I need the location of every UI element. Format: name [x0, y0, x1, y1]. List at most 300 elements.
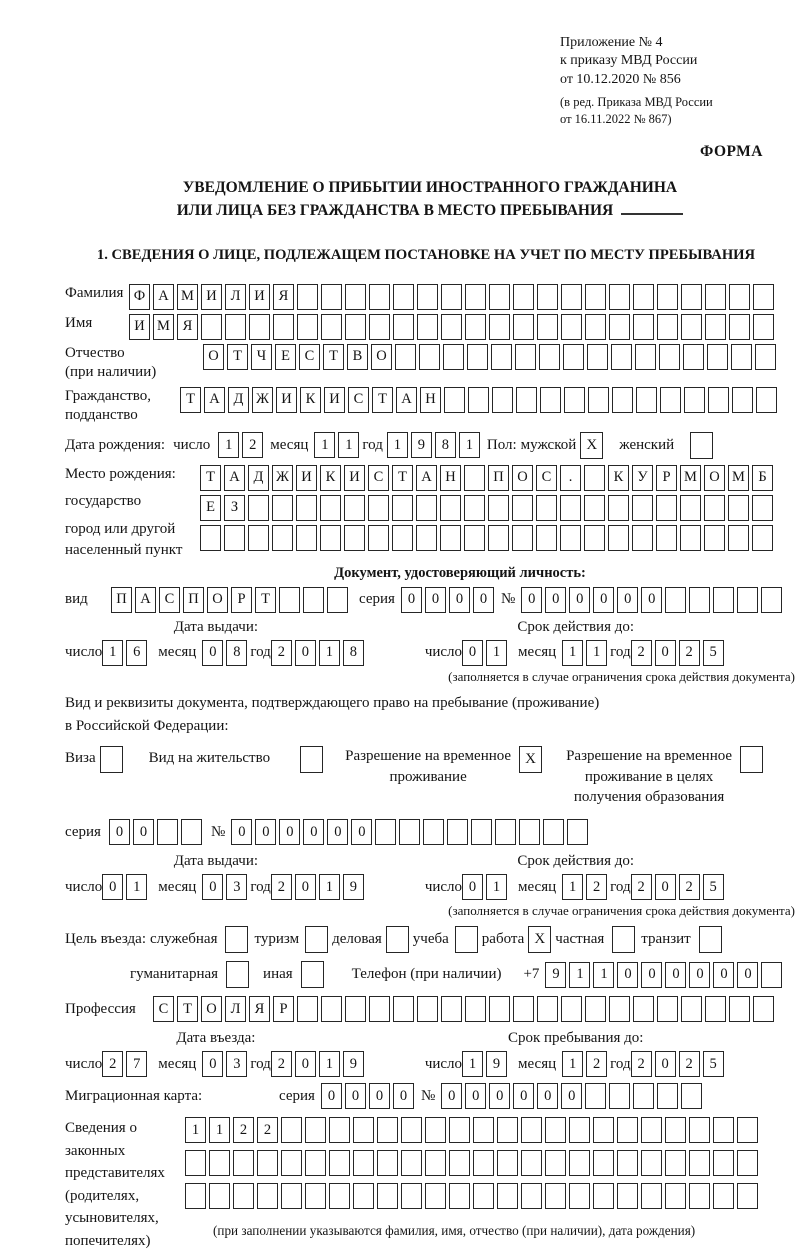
char-cell[interactable] — [536, 525, 557, 551]
char-cell[interactable]: . — [560, 465, 581, 491]
char-cell[interactable]: 0 — [231, 819, 252, 845]
char-cell[interactable] — [728, 495, 749, 521]
char-cell[interactable]: М — [728, 465, 749, 491]
char-cell[interactable] — [713, 587, 734, 613]
char-cell[interactable]: 2 — [233, 1117, 254, 1143]
char-cell[interactable] — [681, 284, 702, 310]
char-cell[interactable] — [641, 1183, 662, 1209]
char-cell[interactable] — [392, 525, 413, 551]
char-cell[interactable]: М — [680, 465, 701, 491]
char-cell[interactable] — [441, 284, 462, 310]
edu-permit-checkbox[interactable] — [740, 746, 763, 773]
char-cell[interactable] — [249, 314, 270, 340]
char-cell[interactable]: 1 — [338, 432, 359, 458]
char-cell[interactable]: 9 — [343, 1051, 364, 1077]
char-cell[interactable] — [464, 525, 485, 551]
char-cell[interactable]: 0 — [321, 1083, 342, 1109]
char-cell[interactable]: 0 — [473, 587, 494, 613]
char-cell[interactable] — [488, 495, 509, 521]
char-cell[interactable]: А — [153, 284, 174, 310]
char-cell[interactable] — [489, 996, 510, 1022]
char-cell[interactable]: 2 — [679, 1051, 700, 1077]
char-cell[interactable] — [489, 284, 510, 310]
char-cell[interactable]: 1 — [486, 640, 507, 666]
char-cell[interactable] — [449, 1117, 470, 1143]
char-cell[interactable]: 0 — [641, 962, 662, 988]
char-cell[interactable]: А — [396, 387, 417, 413]
char-cell[interactable] — [689, 1183, 710, 1209]
char-cell[interactable]: 0 — [617, 587, 638, 613]
char-cell[interactable] — [417, 314, 438, 340]
char-cell[interactable] — [543, 819, 564, 845]
char-cell[interactable]: 0 — [521, 587, 542, 613]
char-cell[interactable]: Л — [225, 284, 246, 310]
char-cell[interactable] — [704, 495, 725, 521]
char-cell[interactable] — [609, 314, 630, 340]
char-cell[interactable]: Ж — [272, 465, 293, 491]
char-cell[interactable] — [465, 996, 486, 1022]
char-cell[interactable] — [353, 1150, 374, 1176]
char-cell[interactable] — [680, 525, 701, 551]
char-cell[interactable]: 8 — [226, 640, 247, 666]
char-cell[interactable] — [516, 387, 537, 413]
char-cell[interactable] — [537, 996, 558, 1022]
char-cell[interactable] — [659, 344, 680, 370]
char-cell[interactable]: 0 — [513, 1083, 534, 1109]
char-cell[interactable]: О — [371, 344, 392, 370]
char-cell[interactable]: 0 — [401, 587, 422, 613]
char-cell[interactable] — [761, 587, 782, 613]
char-cell[interactable]: С — [299, 344, 320, 370]
char-cell[interactable]: А — [224, 465, 245, 491]
char-cell[interactable]: 0 — [655, 874, 676, 900]
char-cell[interactable]: 0 — [345, 1083, 366, 1109]
char-cell[interactable] — [585, 284, 606, 310]
char-cell[interactable]: И — [249, 284, 270, 310]
char-cell[interactable]: М — [153, 314, 174, 340]
char-cell[interactable] — [465, 284, 486, 310]
char-cell[interactable]: 5 — [703, 640, 724, 666]
char-cell[interactable] — [689, 1117, 710, 1143]
char-cell[interactable]: Т — [323, 344, 344, 370]
char-cell[interactable]: 0 — [133, 819, 154, 845]
char-cell[interactable]: О — [207, 587, 228, 613]
char-cell[interactable] — [512, 525, 533, 551]
char-cell[interactable] — [443, 344, 464, 370]
char-cell[interactable] — [441, 314, 462, 340]
char-cell[interactable]: В — [347, 344, 368, 370]
char-cell[interactable] — [279, 587, 300, 613]
char-cell[interactable] — [512, 495, 533, 521]
char-cell[interactable] — [707, 344, 728, 370]
char-cell[interactable] — [248, 525, 269, 551]
char-cell[interactable] — [729, 314, 750, 340]
char-cell[interactable] — [368, 495, 389, 521]
char-cell[interactable]: 0 — [327, 819, 348, 845]
char-cell[interactable]: 1 — [459, 432, 480, 458]
char-cell[interactable] — [440, 495, 461, 521]
char-cell[interactable] — [617, 1183, 638, 1209]
char-cell[interactable]: 0 — [295, 1051, 316, 1077]
char-cell[interactable] — [665, 1150, 686, 1176]
char-cell[interactable] — [257, 1183, 278, 1209]
char-cell[interactable]: С — [348, 387, 369, 413]
char-cell[interactable] — [369, 284, 390, 310]
char-cell[interactable] — [612, 387, 633, 413]
char-cell[interactable]: Я — [249, 996, 270, 1022]
char-cell[interactable] — [684, 387, 705, 413]
char-cell[interactable] — [588, 387, 609, 413]
char-cell[interactable]: 1 — [562, 874, 583, 900]
char-cell[interactable] — [753, 314, 774, 340]
purpose-business-checkbox[interactable] — [386, 926, 409, 953]
char-cell[interactable] — [585, 314, 606, 340]
char-cell[interactable] — [584, 525, 605, 551]
char-cell[interactable]: 9 — [343, 874, 364, 900]
char-cell[interactable] — [416, 495, 437, 521]
char-cell[interactable] — [393, 314, 414, 340]
char-cell[interactable] — [257, 1150, 278, 1176]
char-cell[interactable] — [545, 1150, 566, 1176]
char-cell[interactable] — [564, 387, 585, 413]
char-cell[interactable] — [633, 1083, 654, 1109]
char-cell[interactable]: А — [135, 587, 156, 613]
purpose-work-checkbox[interactable]: X — [528, 926, 551, 953]
char-cell[interactable] — [545, 1117, 566, 1143]
char-cell[interactable]: Р — [656, 465, 677, 491]
char-cell[interactable] — [513, 314, 534, 340]
char-cell[interactable]: И — [344, 465, 365, 491]
char-cell[interactable]: Д — [228, 387, 249, 413]
char-cell[interactable]: 0 — [593, 587, 614, 613]
char-cell[interactable]: 2 — [271, 640, 292, 666]
char-cell[interactable] — [272, 495, 293, 521]
char-cell[interactable]: 2 — [679, 640, 700, 666]
char-cell[interactable] — [473, 1150, 494, 1176]
char-cell[interactable] — [491, 344, 512, 370]
char-cell[interactable] — [440, 525, 461, 551]
char-cell[interactable]: 0 — [641, 587, 662, 613]
char-cell[interactable]: 6 — [126, 640, 147, 666]
char-cell[interactable] — [497, 1117, 518, 1143]
char-cell[interactable]: Е — [200, 495, 221, 521]
char-cell[interactable]: К — [608, 465, 629, 491]
char-cell[interactable]: 0 — [279, 819, 300, 845]
char-cell[interactable]: П — [111, 587, 132, 613]
char-cell[interactable] — [305, 1117, 326, 1143]
char-cell[interactable] — [753, 996, 774, 1022]
char-cell[interactable] — [305, 1183, 326, 1209]
char-cell[interactable] — [345, 314, 366, 340]
char-cell[interactable] — [585, 996, 606, 1022]
char-cell[interactable] — [329, 1183, 350, 1209]
char-cell[interactable]: И — [276, 387, 297, 413]
char-cell[interactable] — [632, 525, 653, 551]
char-cell[interactable]: 1 — [593, 962, 614, 988]
char-cell[interactable]: 2 — [257, 1117, 278, 1143]
char-cell[interactable] — [200, 525, 221, 551]
char-cell[interactable] — [705, 314, 726, 340]
char-cell[interactable]: 9 — [545, 962, 566, 988]
char-cell[interactable] — [752, 495, 773, 521]
char-cell[interactable] — [632, 495, 653, 521]
char-cell[interactable]: Т — [372, 387, 393, 413]
char-cell[interactable]: 2 — [679, 874, 700, 900]
char-cell[interactable] — [377, 1117, 398, 1143]
char-cell[interactable] — [537, 284, 558, 310]
char-cell[interactable] — [519, 819, 540, 845]
char-cell[interactable]: 1 — [314, 432, 335, 458]
char-cell[interactable]: С — [536, 465, 557, 491]
char-cell[interactable] — [449, 1150, 470, 1176]
char-cell[interactable] — [752, 525, 773, 551]
char-cell[interactable]: Я — [177, 314, 198, 340]
char-cell[interactable]: 1 — [126, 874, 147, 900]
char-cell[interactable]: 0 — [655, 640, 676, 666]
char-cell[interactable] — [497, 1150, 518, 1176]
char-cell[interactable] — [608, 495, 629, 521]
char-cell[interactable] — [728, 525, 749, 551]
char-cell[interactable] — [713, 1150, 734, 1176]
char-cell[interactable]: 2 — [102, 1051, 123, 1077]
purpose-tourism-checkbox[interactable] — [305, 926, 328, 953]
char-cell[interactable] — [344, 495, 365, 521]
char-cell[interactable]: О — [512, 465, 533, 491]
char-cell[interactable] — [756, 387, 777, 413]
char-cell[interactable]: 2 — [631, 1051, 652, 1077]
char-cell[interactable]: Д — [248, 465, 269, 491]
char-cell[interactable] — [185, 1150, 206, 1176]
char-cell[interactable] — [345, 284, 366, 310]
char-cell[interactable] — [297, 284, 318, 310]
char-cell[interactable]: П — [183, 587, 204, 613]
char-cell[interactable]: Т — [227, 344, 248, 370]
char-cell[interactable] — [665, 587, 686, 613]
char-cell[interactable] — [660, 387, 681, 413]
char-cell[interactable]: 1 — [185, 1117, 206, 1143]
char-cell[interactable] — [399, 819, 420, 845]
char-cell[interactable] — [320, 525, 341, 551]
char-cell[interactable] — [495, 819, 516, 845]
char-cell[interactable] — [321, 314, 342, 340]
char-cell[interactable]: О — [704, 465, 725, 491]
char-cell[interactable] — [492, 387, 513, 413]
char-cell[interactable] — [157, 819, 178, 845]
char-cell[interactable] — [641, 1150, 662, 1176]
char-cell[interactable] — [233, 1183, 254, 1209]
char-cell[interactable] — [761, 962, 782, 988]
char-cell[interactable]: 0 — [689, 962, 710, 988]
char-cell[interactable] — [464, 465, 485, 491]
char-cell[interactable] — [753, 284, 774, 310]
char-cell[interactable] — [329, 1150, 350, 1176]
char-cell[interactable]: 0 — [462, 640, 483, 666]
char-cell[interactable] — [732, 387, 753, 413]
char-cell[interactable]: 0 — [713, 962, 734, 988]
char-cell[interactable]: 0 — [465, 1083, 486, 1109]
char-cell[interactable] — [471, 819, 492, 845]
char-cell[interactable] — [737, 1150, 758, 1176]
char-cell[interactable] — [369, 996, 390, 1022]
char-cell[interactable]: 0 — [303, 819, 324, 845]
char-cell[interactable] — [296, 525, 317, 551]
char-cell[interactable]: 0 — [295, 640, 316, 666]
char-cell[interactable] — [416, 525, 437, 551]
purpose-transit-checkbox[interactable] — [699, 926, 722, 953]
char-cell[interactable]: И — [324, 387, 345, 413]
char-cell[interactable] — [560, 525, 581, 551]
char-cell[interactable] — [561, 284, 582, 310]
purpose-humanitarian-checkbox[interactable] — [226, 961, 249, 988]
char-cell[interactable]: 2 — [271, 874, 292, 900]
char-cell[interactable] — [681, 314, 702, 340]
char-cell[interactable] — [635, 344, 656, 370]
char-cell[interactable] — [561, 996, 582, 1022]
char-cell[interactable] — [417, 996, 438, 1022]
purpose-other-checkbox[interactable] — [301, 961, 324, 988]
char-cell[interactable] — [497, 1183, 518, 1209]
char-cell[interactable] — [281, 1150, 302, 1176]
char-cell[interactable] — [395, 344, 416, 370]
char-cell[interactable] — [488, 525, 509, 551]
char-cell[interactable]: Ч — [251, 344, 272, 370]
char-cell[interactable] — [425, 1117, 446, 1143]
char-cell[interactable] — [377, 1150, 398, 1176]
char-cell[interactable] — [344, 525, 365, 551]
char-cell[interactable] — [657, 996, 678, 1022]
char-cell[interactable]: 3 — [226, 1051, 247, 1077]
char-cell[interactable]: С — [368, 465, 389, 491]
char-cell[interactable] — [513, 996, 534, 1022]
char-cell[interactable] — [713, 1117, 734, 1143]
char-cell[interactable]: Ф — [129, 284, 150, 310]
char-cell[interactable] — [545, 1183, 566, 1209]
char-cell[interactable] — [609, 284, 630, 310]
char-cell[interactable] — [393, 996, 414, 1022]
char-cell[interactable]: С — [153, 996, 174, 1022]
char-cell[interactable] — [536, 495, 557, 521]
char-cell[interactable]: 0 — [202, 1051, 223, 1077]
char-cell[interactable] — [392, 495, 413, 521]
char-cell[interactable]: 2 — [586, 874, 607, 900]
char-cell[interactable]: Н — [440, 465, 461, 491]
char-cell[interactable] — [636, 387, 657, 413]
char-cell[interactable]: К — [300, 387, 321, 413]
char-cell[interactable] — [609, 996, 630, 1022]
char-cell[interactable] — [297, 314, 318, 340]
char-cell[interactable]: У — [632, 465, 653, 491]
char-cell[interactable]: 1 — [486, 874, 507, 900]
char-cell[interactable] — [641, 1117, 662, 1143]
char-cell[interactable]: О — [203, 344, 224, 370]
char-cell[interactable] — [305, 1150, 326, 1176]
char-cell[interactable] — [225, 314, 246, 340]
char-cell[interactable] — [657, 314, 678, 340]
char-cell[interactable] — [419, 344, 440, 370]
purpose-private-checkbox[interactable] — [612, 926, 635, 953]
char-cell[interactable] — [521, 1183, 542, 1209]
char-cell[interactable]: 2 — [631, 640, 652, 666]
char-cell[interactable] — [737, 1183, 758, 1209]
char-cell[interactable] — [587, 344, 608, 370]
char-cell[interactable]: И — [201, 284, 222, 310]
char-cell[interactable]: 0 — [441, 1083, 462, 1109]
char-cell[interactable]: 0 — [617, 962, 638, 988]
char-cell[interactable] — [657, 284, 678, 310]
char-cell[interactable] — [185, 1183, 206, 1209]
char-cell[interactable]: К — [320, 465, 341, 491]
char-cell[interactable] — [209, 1183, 230, 1209]
char-cell[interactable] — [731, 344, 752, 370]
char-cell[interactable]: 0 — [569, 587, 590, 613]
purpose-study-checkbox[interactable] — [455, 926, 478, 953]
purpose-official-checkbox[interactable] — [225, 926, 248, 953]
char-cell[interactable]: 1 — [462, 1051, 483, 1077]
char-cell[interactable] — [248, 495, 269, 521]
char-cell[interactable]: Т — [200, 465, 221, 491]
char-cell[interactable] — [705, 996, 726, 1022]
char-cell[interactable]: М — [177, 284, 198, 310]
char-cell[interactable] — [593, 1183, 614, 1209]
char-cell[interactable] — [593, 1150, 614, 1176]
char-cell[interactable]: 2 — [242, 432, 263, 458]
char-cell[interactable] — [563, 344, 584, 370]
char-cell[interactable]: И — [296, 465, 317, 491]
char-cell[interactable] — [320, 495, 341, 521]
char-cell[interactable] — [181, 819, 202, 845]
char-cell[interactable]: 0 — [369, 1083, 390, 1109]
char-cell[interactable] — [464, 495, 485, 521]
char-cell[interactable]: 0 — [665, 962, 686, 988]
char-cell[interactable] — [444, 387, 465, 413]
char-cell[interactable] — [657, 1083, 678, 1109]
char-cell[interactable] — [441, 996, 462, 1022]
char-cell[interactable]: Т — [255, 587, 276, 613]
char-cell[interactable]: О — [201, 996, 222, 1022]
char-cell[interactable] — [537, 314, 558, 340]
char-cell[interactable]: Е — [275, 344, 296, 370]
char-cell[interactable] — [609, 1083, 630, 1109]
char-cell[interactable]: 0 — [393, 1083, 414, 1109]
char-cell[interactable]: Я — [273, 284, 294, 310]
char-cell[interactable]: З — [224, 495, 245, 521]
char-cell[interactable] — [401, 1117, 422, 1143]
char-cell[interactable]: 0 — [202, 640, 223, 666]
char-cell[interactable]: А — [416, 465, 437, 491]
char-cell[interactable] — [468, 387, 489, 413]
char-cell[interactable]: 1 — [218, 432, 239, 458]
char-cell[interactable] — [680, 495, 701, 521]
char-cell[interactable] — [567, 819, 588, 845]
char-cell[interactable] — [297, 996, 318, 1022]
char-cell[interactable]: С — [159, 587, 180, 613]
char-cell[interactable] — [393, 284, 414, 310]
char-cell[interactable] — [708, 387, 729, 413]
char-cell[interactable] — [683, 344, 704, 370]
sex-male-checkbox[interactable]: X — [580, 432, 603, 459]
char-cell[interactable] — [233, 1150, 254, 1176]
char-cell[interactable] — [417, 284, 438, 310]
char-cell[interactable] — [281, 1183, 302, 1209]
char-cell[interactable] — [611, 344, 632, 370]
char-cell[interactable]: Л — [225, 996, 246, 1022]
char-cell[interactable] — [539, 344, 560, 370]
char-cell[interactable] — [689, 1150, 710, 1176]
char-cell[interactable]: 7 — [126, 1051, 147, 1077]
char-cell[interactable] — [561, 314, 582, 340]
char-cell[interactable]: Т — [180, 387, 201, 413]
char-cell[interactable] — [585, 1083, 606, 1109]
